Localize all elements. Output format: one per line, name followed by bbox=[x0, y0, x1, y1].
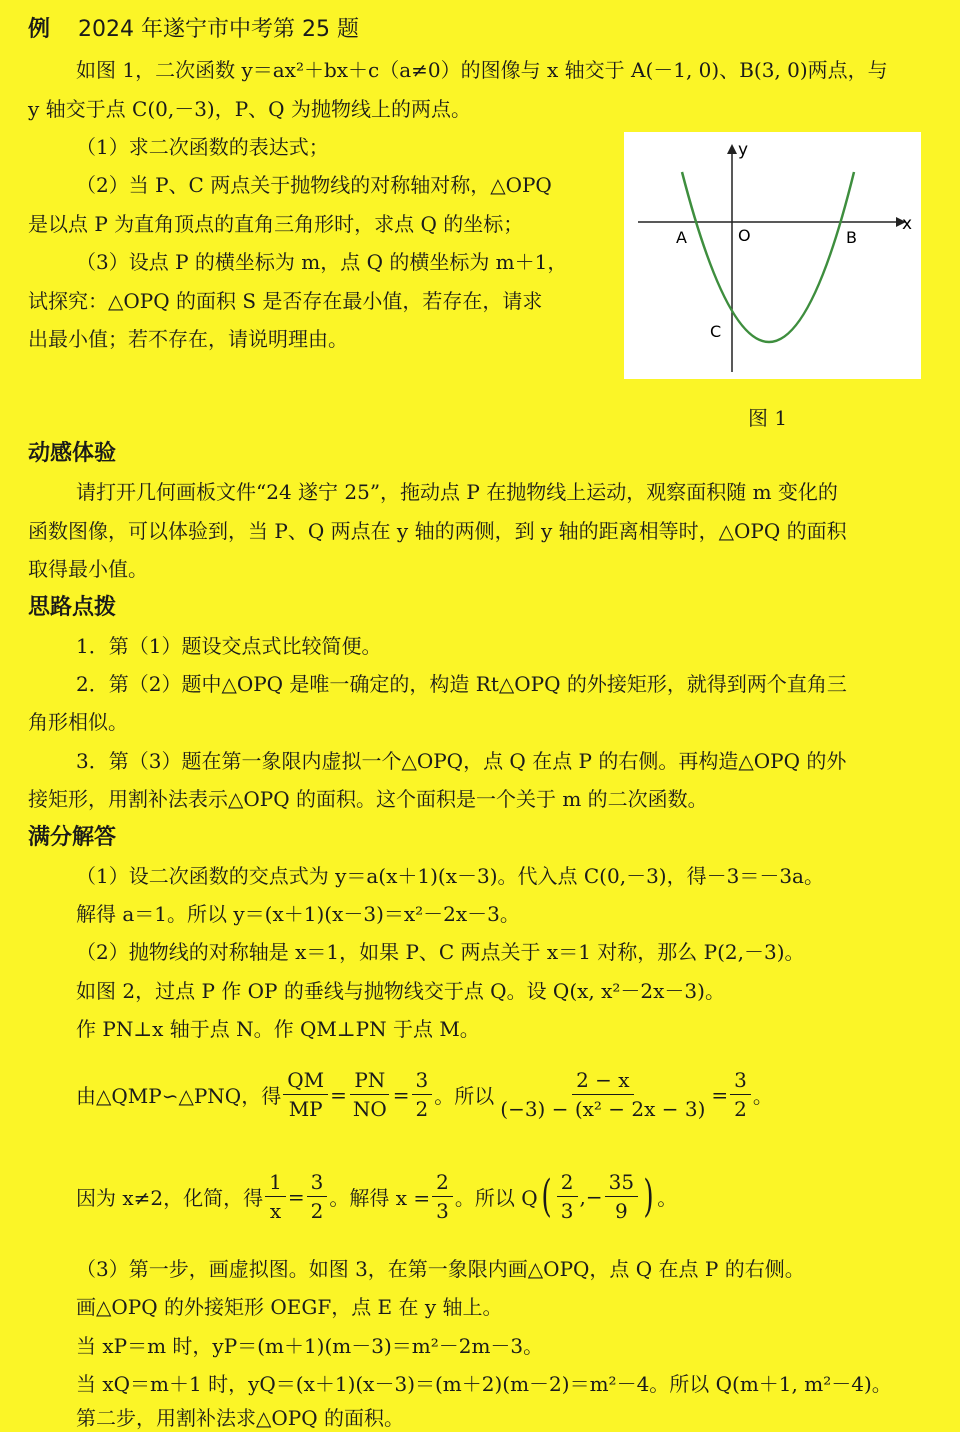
numerator: 35 bbox=[605, 1168, 638, 1197]
denominator: (−3) − (x² − 2x − 3) bbox=[500, 1097, 706, 1121]
problem-part-3: （3）设点 P 的横坐标为 m，点 Q 的横坐标为 m＋1， bbox=[76, 250, 568, 274]
solution-line: 当 xP＝m 时，yP＝(m＋1)(m－3)＝m²－2m－3。 bbox=[76, 1334, 544, 1358]
problem-title bbox=[28, 16, 359, 44]
figure-caption: 图 1 bbox=[748, 406, 788, 430]
fraction bbox=[283, 1066, 328, 1123]
formula-text: 。 bbox=[657, 1186, 678, 1210]
numerator: QM bbox=[283, 1066, 328, 1095]
formula-text: ,− bbox=[579, 1184, 603, 1209]
section-line: 取得最小值。 bbox=[28, 557, 148, 581]
denominator: NO bbox=[352, 1097, 387, 1121]
right-paren: ) bbox=[643, 1170, 654, 1222]
fraction bbox=[265, 1168, 286, 1225]
left-paren: ( bbox=[541, 1170, 552, 1222]
equals: = bbox=[287, 1184, 305, 1209]
formula-text: 。 bbox=[752, 1084, 773, 1108]
fraction bbox=[496, 1066, 709, 1123]
fraction bbox=[605, 1168, 638, 1225]
section-line: 请打开几何画板文件“24 遂宁 25”，拖动点 P 在抛物线上运动，观察面积随 m 变化的 bbox=[76, 480, 838, 504]
problem-line: 如图 1，二次函数 y＝ax²＋bx＋c（a≠0）的图像与 x 轴交于 A(－1, 0)、B(3, 0)两点，与 bbox=[76, 58, 888, 82]
point-b-label: B bbox=[846, 228, 857, 247]
formula-text: 。所以 bbox=[434, 1084, 495, 1108]
equals: = bbox=[330, 1082, 347, 1107]
fraction bbox=[412, 1066, 433, 1123]
fraction bbox=[349, 1066, 391, 1123]
hint-line: 接矩形，用割补法表示△OPQ 的面积。这个面积是一个关于 m 的二次函数。 bbox=[28, 787, 708, 811]
numerator: 3 bbox=[307, 1168, 328, 1197]
denominator: 2 bbox=[415, 1097, 429, 1121]
denominator: MP bbox=[288, 1097, 323, 1121]
x-label: x bbox=[902, 214, 913, 234]
figure-1 bbox=[624, 132, 921, 379]
problem-line: 试探究：△OPQ 的面积 S 是否存在最小值，若存在，请求 bbox=[28, 289, 543, 313]
solution-line: 解得 a＝1。所以 y＝(x＋1)(x－3)＝x²－2x－3。 bbox=[76, 902, 520, 926]
problem-line: y 轴交于点 C(0,－3)，P、Q 为抛物线上的两点。 bbox=[28, 97, 471, 121]
hint-line: 2．第（2）题中△OPQ 是唯一确定的，构造 Rt△OPQ 的外接矩形，就得到两个直角三 bbox=[76, 672, 847, 696]
numerator: 2 − x bbox=[572, 1066, 633, 1095]
y-label: y bbox=[738, 140, 749, 160]
problem-part-2: （2）当 P、C 两点关于抛物线的对称轴对称，△OPQ bbox=[76, 173, 552, 197]
solution-line: 作 PN⊥x 轴于点 N。作 QM⊥PN 于点 M。 bbox=[76, 1017, 480, 1041]
numerator: 1 bbox=[265, 1168, 286, 1197]
denominator: 9 bbox=[615, 1199, 628, 1223]
point-c-label: C bbox=[710, 322, 722, 341]
solution-line: （3）第一步，画虚拟图。如图 3，在第一象限内画△OPQ，点 Q 在点 P 的右侧。 bbox=[76, 1257, 805, 1281]
problem-line: 是以点 P 为直角顶点的直角三角形时，求点 Q 的坐标； bbox=[28, 212, 524, 236]
numerator: 3 bbox=[730, 1066, 751, 1095]
solution-line: （1）设二次函数的交点式为 y＝a(x＋1)(x－3)。代入点 C(0,－3)，得－3＝－3a。 bbox=[76, 864, 824, 888]
origin-label: O bbox=[738, 226, 751, 245]
formula-line-1 bbox=[76, 1066, 773, 1123]
solution-line: 第二步，用割补法求△OPQ 的面积。 bbox=[76, 1406, 404, 1430]
problem-part-1: （1）求二次函数的表达式； bbox=[76, 135, 329, 159]
denominator: 3 bbox=[436, 1199, 449, 1223]
numerator: PN bbox=[350, 1066, 389, 1095]
formula-text: 由△QMP∽△PNQ，得 bbox=[76, 1084, 282, 1108]
denominator: 3 bbox=[560, 1199, 574, 1223]
solution-line: （2）抛物线的对称轴是 x＝1，如果 P、C 两点关于 x＝1 对称，那么 P(2,－3)。 bbox=[76, 940, 805, 964]
section-heading-solution: 满分解答 bbox=[28, 825, 117, 850]
denominator: 2 bbox=[310, 1199, 324, 1223]
solution-line: 画△OPQ 的外接矩形 OEGF，点 E 在 y 轴上。 bbox=[76, 1295, 503, 1319]
point-a-label: A bbox=[676, 228, 687, 247]
formula-text: 。所以 Q bbox=[454, 1186, 538, 1210]
hint-line: 角形相似。 bbox=[28, 710, 128, 734]
numerator: 2 bbox=[432, 1168, 453, 1197]
equals: = bbox=[392, 1082, 410, 1107]
numerator: 2 bbox=[557, 1168, 578, 1197]
parabola-graph bbox=[624, 132, 921, 379]
section-heading-experience: 动感体验 bbox=[28, 441, 117, 466]
fraction bbox=[307, 1168, 328, 1225]
denominator: 2 bbox=[734, 1097, 747, 1121]
formula-line-2 bbox=[76, 1168, 677, 1225]
parabola-curve bbox=[682, 172, 854, 342]
hint-line: 3．第（3）题在第一象限内虚拟一个△OPQ，点 Q 在点 P 的右侧。再构造△OPQ 的外 bbox=[76, 749, 847, 773]
solution-line: 当 xQ＝m＋1 时，yQ＝(x＋1)(x－3)＝(m＋2)(m－2)＝m²－4。所以 Q(m＋1, m²－4)。 bbox=[76, 1372, 892, 1396]
formula-text: 因为 x≠2，化简，得 bbox=[76, 1186, 264, 1210]
fraction bbox=[432, 1168, 453, 1225]
title-text: 2024 年遂宁市中考第 25 题 bbox=[78, 17, 359, 42]
fraction bbox=[557, 1168, 578, 1225]
fraction bbox=[730, 1066, 751, 1123]
denominator: x bbox=[269, 1199, 282, 1223]
solution-line: 如图 2，过点 P 作 OP 的垂线与抛物线交于点 Q。设 Q(x, x²－2x－3)。 bbox=[76, 979, 725, 1003]
problem-line: 出最小值；若不存在，请说明理由。 bbox=[28, 327, 348, 351]
formula-text: 。解得 x = bbox=[329, 1186, 431, 1210]
numerator: 3 bbox=[412, 1066, 433, 1095]
hint-line: 1．第（1）题设交点式比较简便。 bbox=[76, 634, 382, 658]
y-axis-arrow bbox=[727, 144, 737, 154]
example-label: 例 bbox=[28, 17, 51, 42]
section-heading-hints: 思路点拨 bbox=[28, 595, 117, 620]
equals: = bbox=[711, 1082, 729, 1107]
section-line: 函数图像，可以体验到，当 P、Q 两点在 y 轴的两侧，到 y 轴的距离相等时，△OPQ 的面积 bbox=[28, 519, 847, 543]
